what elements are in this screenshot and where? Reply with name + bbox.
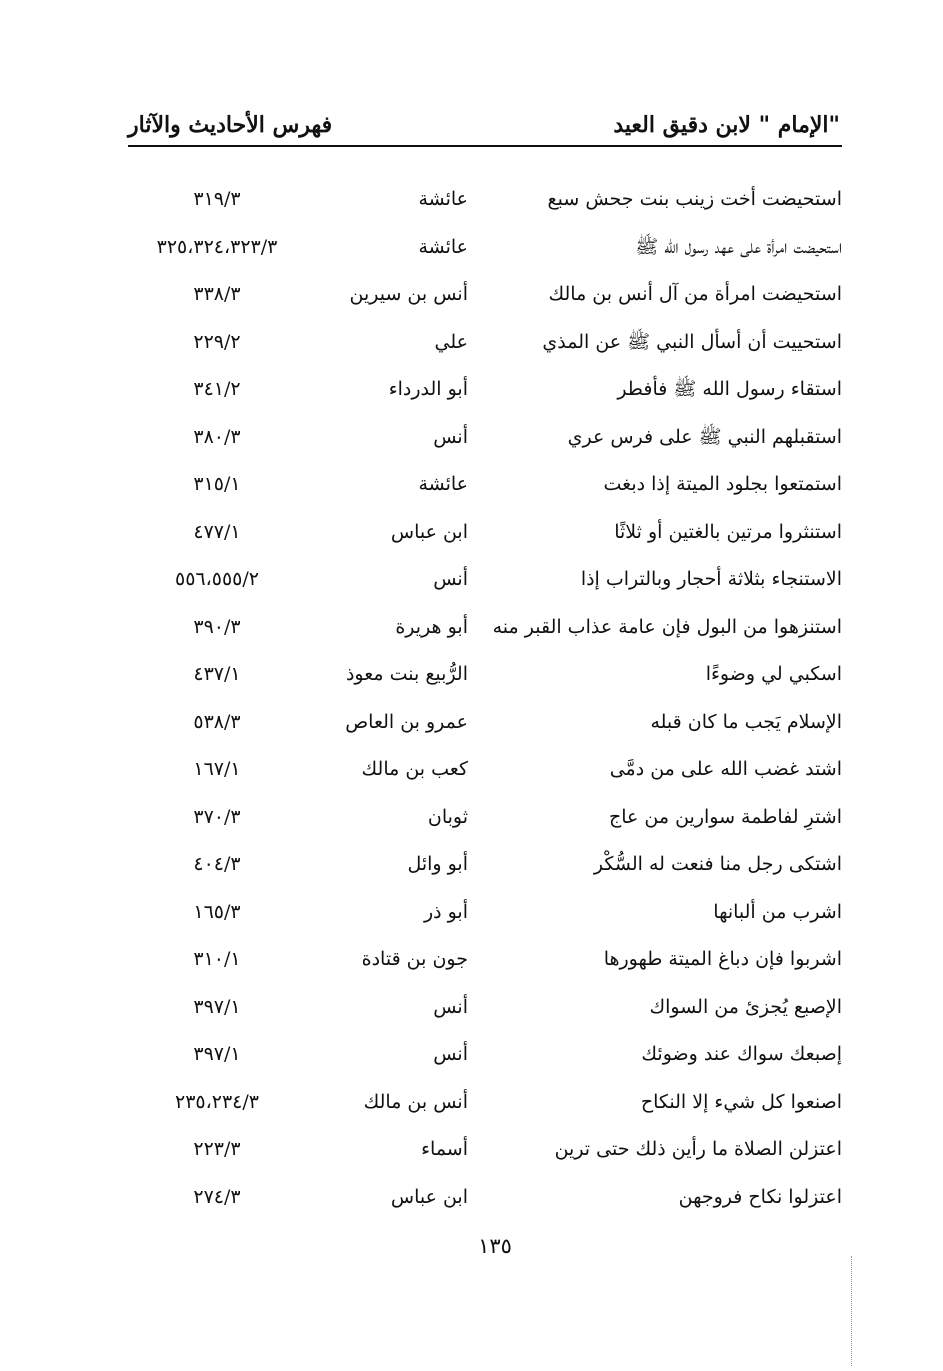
narrator-name: علي — [434, 330, 468, 353]
book-title: "الإمام " لابن دقيق العيد — [613, 112, 840, 138]
narrator-name: أنس — [433, 425, 468, 448]
volume-page-ref: ٢٢٩/٢ — [193, 330, 241, 353]
page-number: ١٣٥ — [478, 1234, 512, 1258]
hadith-text: استمتعوا بجلود الميتة إذا دبغت — [603, 473, 842, 495]
index-row — [128, 889, 842, 937]
volume-page-ref: ١٦٥/٣ — [193, 900, 241, 923]
hadith-text: اشرب من ألبانها — [713, 900, 842, 923]
volume-page-ref: ٣٧٠/٣ — [193, 805, 241, 828]
narrator-name: أنس — [433, 1043, 468, 1065]
hadith-text: إصبعك سواك عند وضوئك — [641, 1043, 842, 1065]
narrator-name: أنس — [433, 995, 468, 1018]
index-row — [128, 271, 842, 319]
section-title: فهرس الأحاديث والآثار — [128, 112, 333, 138]
hadith-text: اشترِ لفاطمة سوارين من عاج — [608, 805, 842, 828]
volume-page-ref: ٣٣٨/٣ — [193, 283, 241, 305]
hadith-text: اسكبي لي وضوءًا — [705, 663, 842, 685]
hadith-text: استقبلهم النبي ﷺ على فرس عري — [567, 425, 842, 448]
narrator-name: جون بن قتادة — [361, 948, 468, 970]
volume-page-ref: ٥٣٨/٣ — [193, 710, 241, 733]
hadith-text: استحييت أن أسأل النبي ﷺ عن المذي — [542, 330, 842, 353]
index-row — [128, 461, 842, 509]
volume-page-ref: ٥٥٦،٥٥٥/٢ — [175, 568, 259, 590]
volume-page-ref: ٢٧٤/٣ — [193, 1185, 241, 1208]
index-row — [128, 556, 842, 604]
index-row — [128, 224, 842, 272]
volume-page-ref: ٤٣٧/١ — [193, 663, 241, 685]
hadith-text: استحيضت امرأة على عهد رسول الله ﷺ — [635, 235, 842, 258]
index-row — [128, 319, 842, 367]
narrator-name: أبو الدرداء — [388, 378, 468, 400]
index-row — [128, 651, 842, 699]
narrator-name: أنس بن سيرين — [349, 283, 468, 305]
volume-page-ref: ٣٤١/٢ — [193, 378, 241, 400]
index-row — [128, 699, 842, 747]
hadith-text: الاستنجاء بثلاثة أحجار وبالتراب إذا — [580, 568, 842, 590]
hadith-text: استنزهوا من البول فإن عامة عذاب القبر منه — [492, 615, 842, 638]
volume-page-ref: ٣٩٠/٣ — [193, 615, 241, 638]
narrator-name: الرُّبيع بنت معوذ — [345, 663, 468, 685]
narrator-name: ثوبان — [427, 805, 468, 828]
index-row — [128, 176, 842, 224]
hadith-text: اعتزلوا نكاح فروجهن — [678, 1185, 842, 1208]
narrator-name: عائشة — [418, 473, 468, 495]
index-row — [128, 1126, 842, 1174]
hadith-text: استحيضت أخت زينب بنت جحش سبع — [547, 188, 842, 210]
hadith-text: استقاء رسول الله ﷺ فأفطر — [617, 378, 842, 400]
narrator-name: أنس — [433, 568, 468, 590]
volume-page-ref: ٣١٩/٣ — [193, 188, 241, 210]
narrator-name: أبو وائل — [407, 853, 468, 875]
volume-page-ref: ٣٢٥،٣٢٤،٣٢٣/٣ — [156, 235, 278, 258]
volume-page-ref: ٣٩٧/١ — [193, 995, 241, 1018]
index-row — [128, 1031, 842, 1079]
index-row — [128, 1174, 842, 1222]
page-header — [128, 108, 840, 148]
hadith-text: اشربوا فإن دباغ الميتة طهورها — [603, 948, 842, 970]
volume-page-ref: ٤٧٧/١ — [193, 520, 241, 543]
volume-page-ref: ٤٠٤/٣ — [193, 853, 241, 875]
hadith-text: استنثروا مرتين بالغتين أو ثلاثًا — [614, 520, 842, 543]
volume-page-ref: ٣٩٧/١ — [193, 1043, 241, 1065]
narrator-name: أبو ذر — [423, 900, 468, 923]
hadith-text: اعتزلن الصلاة ما رأين ذلك حتى ترين — [554, 1138, 842, 1160]
header-divider — [128, 145, 842, 147]
index-list — [128, 176, 842, 1221]
narrator-name: عائشة — [418, 188, 468, 210]
index-row — [128, 604, 842, 652]
narrator-name: أبو هريرة — [395, 615, 468, 638]
volume-page-ref: ٢٣٥،٢٣٤/٣ — [175, 1090, 259, 1113]
narrator-name: عائشة — [418, 235, 468, 258]
index-row — [128, 746, 842, 794]
index-row — [128, 366, 842, 414]
narrator-name: عمرو بن العاص — [345, 710, 468, 733]
index-row — [128, 984, 842, 1032]
volume-page-ref: ٣١٥/١ — [193, 473, 241, 495]
volume-page-ref: ١٦٧/١ — [193, 758, 241, 780]
hadith-text: اشتد غضب الله على من دمَّى — [609, 758, 842, 780]
narrator-name: أنس بن مالك — [363, 1090, 468, 1113]
index-row — [128, 509, 842, 557]
narrator-name: ابن عباس — [390, 520, 468, 543]
volume-page-ref: ٣٨٠/٣ — [193, 425, 241, 448]
volume-page-ref: ٣١٠/١ — [193, 948, 241, 970]
index-row — [128, 414, 842, 462]
narrator-name: كعب بن مالك — [361, 758, 468, 780]
volume-page-ref: ٢٢٣/٣ — [193, 1138, 241, 1160]
index-row — [128, 794, 842, 842]
scan-edge-mark — [851, 1256, 852, 1366]
index-row — [128, 1079, 842, 1127]
index-row — [128, 936, 842, 984]
index-row — [128, 841, 842, 889]
hadith-text: الإسلام يَجب ما كان قبله — [650, 710, 842, 733]
hadith-text: اصنعوا كل شيء إلا النكاح — [640, 1090, 842, 1113]
narrator-name: أسماء — [421, 1138, 468, 1160]
hadith-text: استحيضت امرأة من آل أنس بن مالك — [548, 283, 842, 305]
hadith-text: الإصبع يُجزئ من السواك — [649, 995, 842, 1018]
narrator-name: ابن عباس — [390, 1185, 468, 1208]
hadith-text: اشتكى رجل منا فنعت له السُّكْر — [593, 853, 842, 875]
